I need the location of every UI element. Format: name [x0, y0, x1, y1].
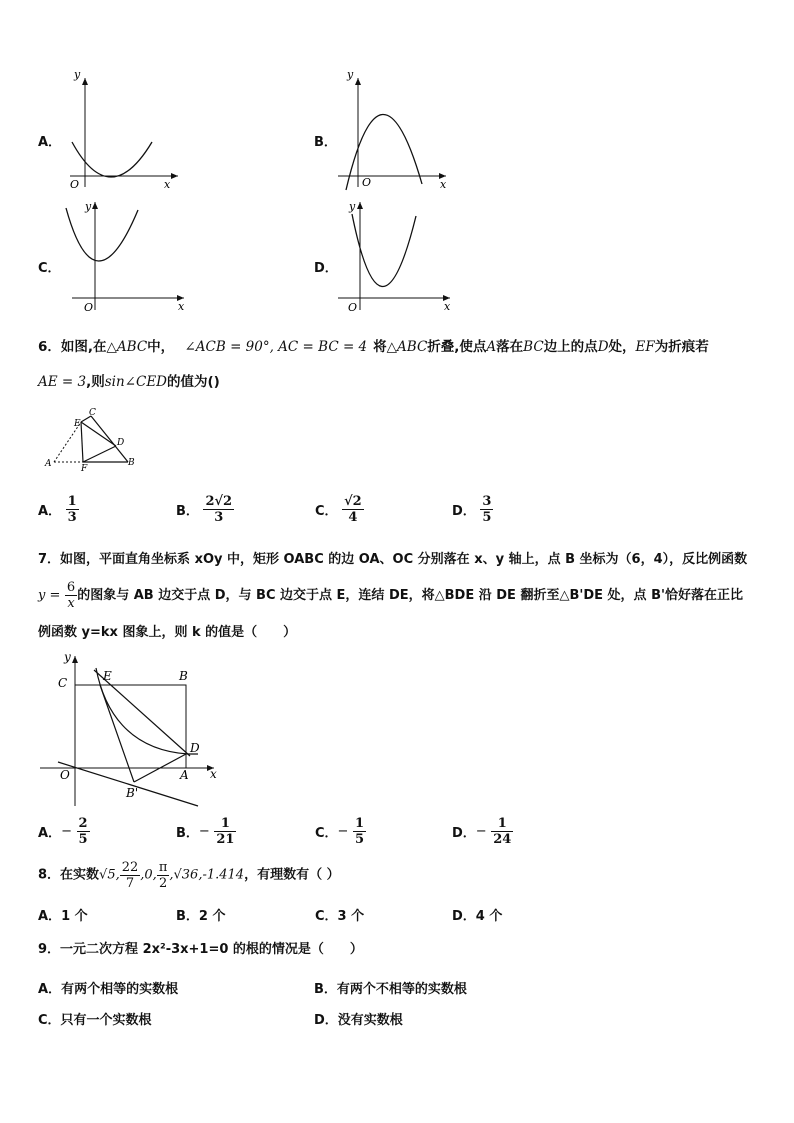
question-8-stem: 8．在实数√5, $\frac{22}{7}$ ,0, $\frac{\pi}{2}$ ,√36,-1.414，有理数有（ ） — [38, 860, 340, 891]
svg-text:O: O — [348, 301, 358, 314]
svg-text:E: E — [103, 669, 112, 683]
svg-text:A: A — [180, 768, 189, 782]
svg-text:D: D — [117, 438, 125, 448]
parabola-graph-a — [60, 72, 190, 192]
option-letter: B． — [314, 135, 337, 150]
q8-options — [38, 905, 558, 925]
q9-option-a[interactable]: A．有两个相等的实数根 — [38, 982, 179, 997]
option-letter: A． — [38, 135, 62, 150]
q6-option-c[interactable]: C． $\frac{√2}{4}$ — [315, 494, 362, 525]
svg-text:O: O — [70, 178, 80, 191]
svg-text:y: y — [64, 650, 71, 664]
q7-option-d[interactable]: D．− $\frac{1}{24}$ — [452, 816, 512, 847]
svg-text:x: x — [164, 178, 171, 191]
svg-text:x: x — [210, 767, 217, 781]
svg-text:A: A — [45, 459, 52, 469]
svg-text:y: y — [347, 72, 354, 81]
q9-option-b[interactable]: B．有两个不相等的实数根 — [314, 982, 467, 997]
question-7-line-1: 7．如图，平面直角坐标系 xOy 中，矩形 OABC 的边 OA、OC 分别落在 x、y 轴上，点 B 坐标为（6，4），反比例函数 — [38, 552, 748, 567]
q7-options — [38, 816, 558, 856]
svg-text:B': B' — [126, 786, 139, 800]
svg-text:y: y — [74, 72, 81, 81]
svg-text:y: y — [85, 200, 92, 213]
svg-text:y: y — [349, 200, 356, 213]
svg-text:C: C — [89, 408, 96, 418]
svg-text:E: E — [74, 419, 81, 429]
q6-option-d[interactable]: D． $\frac{3}{5}$ — [452, 494, 492, 525]
q8-option-a[interactable]: A．1 个 — [38, 909, 88, 924]
q6-option-b[interactable]: B． $\frac{2√2}{3}$ — [176, 494, 233, 525]
parabola-graph-b — [336, 72, 456, 192]
q6-triangle-figure — [38, 405, 148, 475]
svg-text:C: C — [58, 676, 68, 690]
q8-option-c[interactable]: C．3 个 — [315, 909, 365, 924]
question-7-line-3: 例函数 y=kx 图象上，则 k 的值是（ ） — [38, 625, 297, 640]
svg-text:D: D — [190, 741, 200, 755]
q8-option-b[interactable]: B．2 个 — [176, 909, 226, 924]
q9-option-c[interactable]: C．只有一个实数根 — [38, 1013, 152, 1028]
q7-option-a[interactable]: A．− $\frac{2}{5}$ — [38, 816, 88, 847]
option-letter: D． — [314, 261, 338, 276]
q7-option-c[interactable]: C．− $\frac{1}{5}$ — [315, 816, 365, 847]
q9-options — [38, 978, 558, 1038]
svg-text:x: x — [444, 300, 451, 313]
q8-option-d[interactable]: D．4 个 — [452, 909, 503, 924]
svg-text:F: F — [81, 464, 88, 474]
question-6-line-1: 6．如图,在△ABC中， ∠ACB = 90°, AC = BC = 4 将△ABC折叠,使点A落在BC边上的点D处，EF为折痕若 — [38, 339, 709, 355]
q7-rectangle-figure — [38, 650, 228, 810]
q6-options — [38, 494, 558, 534]
svg-text:O: O — [84, 301, 94, 314]
svg-text:O: O — [60, 768, 70, 782]
svg-text:B: B — [128, 458, 135, 468]
svg-text:B: B — [179, 669, 188, 683]
parabola-graph-d — [334, 198, 459, 316]
question-6-line-2: AE = 3,则sin∠CED的值为() — [38, 374, 220, 390]
q6-option-a[interactable]: A． $\frac{1}{3}$ — [38, 494, 77, 525]
svg-text:x: x — [440, 178, 447, 191]
svg-text:x: x — [178, 300, 185, 313]
q9-option-d[interactable]: D．没有实数根 — [314, 1013, 403, 1028]
q7-option-b[interactable]: B．− $\frac{1}{21}$ — [176, 816, 235, 847]
parabola-graph-c — [58, 198, 193, 316]
svg-text:O: O — [362, 176, 372, 189]
option-letter: C． — [38, 261, 61, 276]
question-9-stem: 9．一元二次方程 2x²-3x+1=0 的根的情况是（ ） — [38, 942, 363, 957]
question-7-line-2: y = $\frac{6}{x}$ 的图象与 AB 边交于点 D，与 BC 边交于点 E，连结 DE，将△BDE 沿 DE 翻折至△B'DE 处，点 B'恰好落在正比 — [38, 580, 743, 611]
